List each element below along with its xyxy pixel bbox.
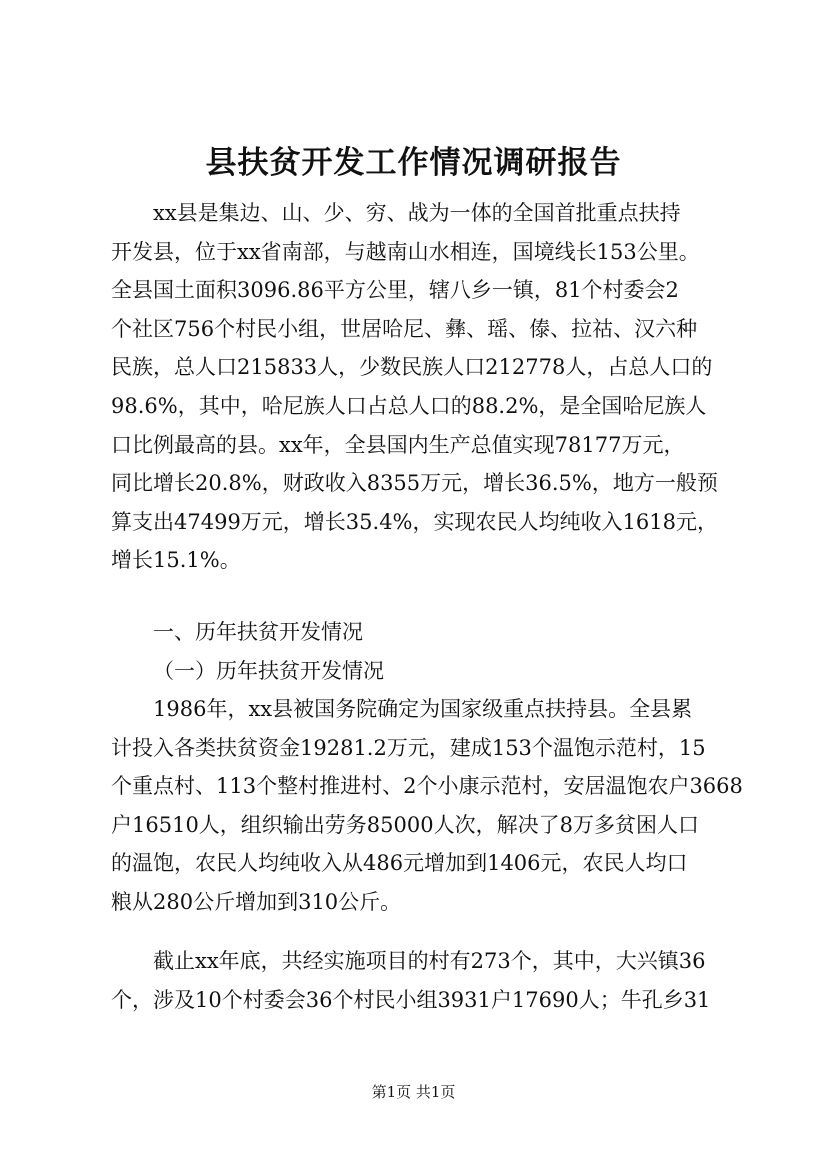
text-line: 同比增长20.8%，财政收入8355万元，增长36.5%，地方一般预 — [111, 471, 718, 496]
text-line: 户16510人，组织输出劳务85000人次，解决了8万多贫困人口 — [111, 812, 699, 837]
text-line: 个重点村、113个整村推进村、2个小康示范村，安居温饱农户3668 — [111, 774, 743, 799]
page-footer: 第1页 共1页 — [371, 1083, 456, 1101]
text-line: xx县是集边、山、少、穷、战为一体的全国首批重点扶持 — [153, 201, 681, 225]
text-line: 增长15.1%。 — [111, 548, 241, 573]
text-line: 98.6%，其中，哈尼族人口占总人口的88.2%，是全国哈尼族人 — [111, 393, 707, 418]
text-line: 个，涉及10个村委会36个村民小组3931户17690人；牛孔乡31 — [111, 987, 711, 1012]
paragraph-intro — [111, 194, 746, 580]
text-line: 民族，总人口215833人，少数民族人口212778人，占总人口的 — [111, 355, 713, 380]
text-line: 的温饱，农民人均纯收入从486元增加到1406元，农民人均口 — [111, 851, 688, 876]
text-line: 全县国土面积3096.86平方公里，辖八乡一镇，81个村委会2 — [111, 278, 679, 303]
text-line: 截止xx年底，共经实施项目的村有273个，其中，大兴镇36 — [153, 949, 706, 973]
text-line: 开发县，位于xx省南部，与越南山水相连，国境线长153公里。 — [111, 239, 700, 264]
text-line: 1986年，xx县被国务院确定为国家级重点扶持县。全县累 — [153, 697, 693, 721]
document-title: 县扶贫开发工作情况调研报告 — [205, 145, 622, 181]
text-line: 粮从280公斤增加到310公斤。 — [111, 889, 402, 914]
text-line: 口比例最高的县。xx年，全县国内生产总值实现78177万元， — [111, 432, 685, 457]
paragraph-projects — [111, 942, 746, 1019]
text-line: 计投入各类扶贫资金19281.2万元，建成153个温饱示范村，15 — [111, 735, 706, 760]
text-line: 算支出47499万元，增长35.4%，实现农民人均纯收入1618元， — [111, 509, 718, 534]
subsection-heading: （一）历年扶贫开发情况 — [153, 659, 384, 683]
section-heading: 一、历年扶贫开发情况 — [153, 620, 363, 644]
paragraph-history — [111, 690, 746, 922]
text-line: 个社区756个村民小组，世居哈尼、彝、瑶、傣、拉祜、汉六种 — [111, 316, 698, 341]
